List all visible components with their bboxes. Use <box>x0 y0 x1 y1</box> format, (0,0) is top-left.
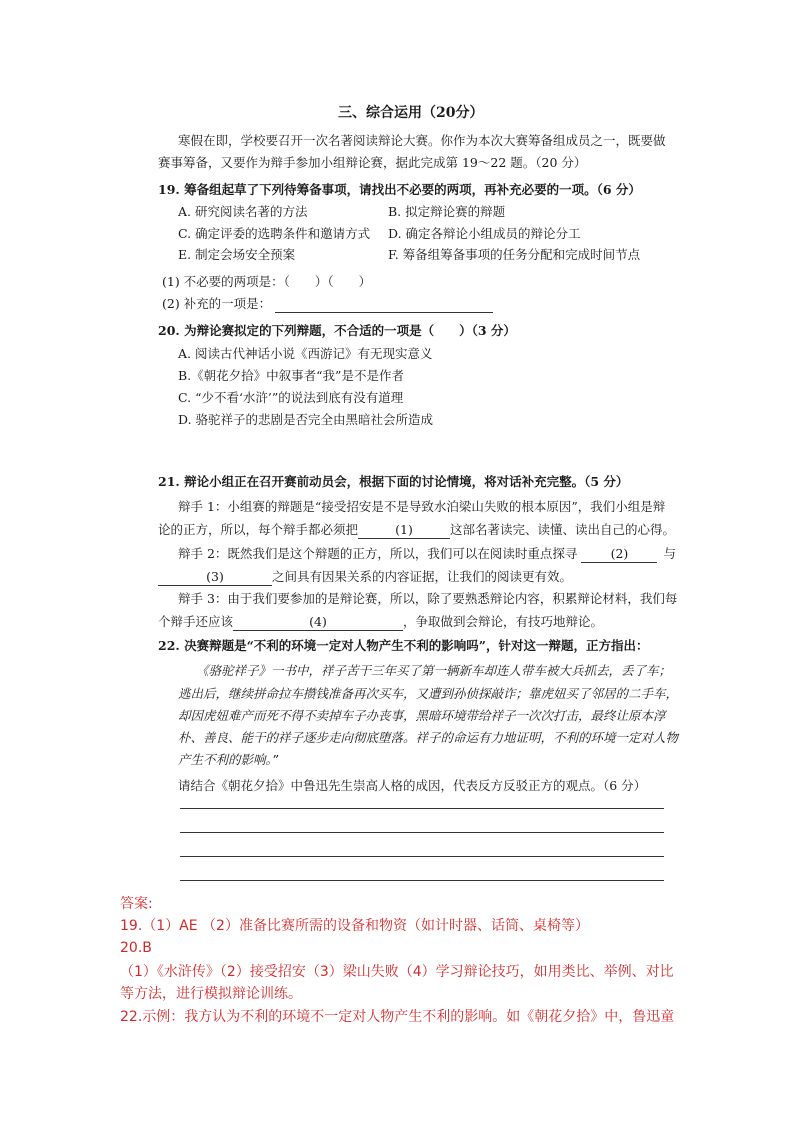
q21-debater-1-line-1: 辩手 1：小组赛的辩题是“接受招安是不是导致水泊梁山失败的根本原因”，我们小组是辩 <box>178 499 666 514</box>
q19-option-d: D. 确定各辩论小组成员的辩论分工 <box>388 226 581 241</box>
q21-blank-2[interactable]: (2) <box>581 546 657 563</box>
q19-option-c: C. 确定评委的选聘条件和邀请方式 <box>178 226 371 241</box>
answer-19: 19.（1）AE （2）准备比赛所需的设备和物资（如计时器、话筒、桌椅等） <box>120 918 589 934</box>
intro-line-1: 寒假在即，学校要召开一次名著阅读辩论大赛。你作为本次大赛筹备组成员之一，既要做 <box>178 133 666 148</box>
q21-d1-text-a: 论的正方，所以，每个辩手都必须把 <box>158 522 359 537</box>
q21-blank-4[interactable]: (4) <box>233 614 403 631</box>
q21-debater-3-line-2 <box>158 614 603 631</box>
q20-stem: 20. 为辩论赛拟定的下列辩题，不合适的一项是（ ）（3 分） <box>158 323 516 338</box>
q22-quote-line-2: 逃出后，继续拼命拉车攒钱准备再次买车，又遭到孙侦探敲诈；靠虎妞买了邻居的二手车， <box>178 686 679 701</box>
q20-option-b: B.《朝花夕拾》中叙事者“我”是不是作者 <box>178 368 404 383</box>
q22-quote-line-1: 《骆驼祥子》一书中，祥子苦干三年买了第一辆新车却连人带车被大兵抓去，丢了车； <box>196 663 672 678</box>
q19-sub-2-row <box>162 296 493 313</box>
q19-option-b: B. 拟定辩论赛的辩题 <box>388 204 506 219</box>
q20-option-a: A. 阅读古代神话小说《西游记》有无现实意义 <box>178 346 433 361</box>
q19-option-a: A. 研究阅读名著的方法 <box>178 204 308 219</box>
answer-line-4[interactable] <box>180 880 664 881</box>
q20-option-c: C. “少不看‘水浒’”的说法到底有没有道理 <box>178 390 404 405</box>
q21-blank-1[interactable]: (1) <box>358 522 450 539</box>
q21-d3-text-a: 个辩手还应该 <box>158 614 234 629</box>
answer-21-line-1: （1）《水浒传》（2）接受招安（3）梁山失败（4）学习辩论技巧，如用类比、举例、对比 <box>120 964 674 980</box>
answer-20: 20.B <box>120 940 152 956</box>
q21-debater-3-line-1: 辩手 3：由于我们要参加的是辩论赛，所以，除了要熟悉辩论内容，积累辩论材料，我们每 <box>178 591 678 606</box>
q21-stem: 21. 辩论小组正在召开赛前动员会，根据下面的讨论情境，将对话补充完整。（5 分） <box>158 474 629 489</box>
q22-stem: 22. 决赛辩题是“不利的环境一定对人物产生不利的影响吗”，针对这一辩题，正方指出： <box>158 638 649 653</box>
q19-stem: 19. 筹备组起草了下列待筹备事项，请找出不必要的两项，再补充必要的一项。（6 分） <box>158 182 641 197</box>
q22-quote-line-3: 却因虎妞难产而死不得不卖掉车子办丧事，黑暗环境带给祥子一次次打击，最终让原本淳 <box>178 708 666 723</box>
q21-debater-2-line-1 <box>178 546 676 563</box>
q21-d3-text-b: ，争取做到会辩论，有技巧地辩论。 <box>403 614 604 629</box>
q19-option-f: F. 筹备组筹备事项的任务分配和完成时间节点 <box>388 247 641 262</box>
q19-option-e: E. 制定会场安全预案 <box>178 247 296 262</box>
q21-d2-text-c: 之间具有因果关系的内容证据，让我们的阅读更有效。 <box>272 569 573 584</box>
q21-d2-text-b: 与 <box>663 546 676 561</box>
q20-option-d: D. 骆驼祥子的悲剧是否完全由黑暗社会所造成 <box>178 412 434 427</box>
q22-quote-line-5: 产生不利的影响。” <box>178 752 279 767</box>
answer-21-line-2: 等方法，进行模拟辩论训练。 <box>120 986 302 1002</box>
answer-line-2[interactable] <box>180 832 664 833</box>
q19-sub-2: (2) 补充的一项是： <box>162 296 272 311</box>
q19-answer-blank[interactable] <box>275 296 493 313</box>
answer-line-1[interactable] <box>180 808 664 809</box>
answers-label: 答案: <box>120 896 153 912</box>
q21-blank-3[interactable]: (3) <box>158 569 272 586</box>
q21-d2-text-a: 辩手 2：既然我们是这个辩题的正方，所以，我们可以在阅读时重点探寻 <box>178 546 578 561</box>
q21-debater-2-line-2 <box>158 569 572 586</box>
section-title: 三、综合运用（20分） <box>338 105 484 121</box>
intro-line-2: 赛事筹备，又要作为辩手参加小组辩论赛，据此完成第 19～22 题。（20 分） <box>158 155 587 170</box>
q21-debater-1-line-2 <box>158 522 675 539</box>
answer-22: 22.示例：我方认为不利的环境不一定对人物产生不利的影响。如《朝花夕拾》中，鲁迅童 <box>120 1009 675 1025</box>
q21-d1-text-b: 这部名著读完、读懂、读出自己的心得。 <box>450 522 676 537</box>
q22-quote-line-4: 朴、善良、能干的祥子逐步走向彻底堕落。祥子的命运有力地证明，不利的环境一定对人物 <box>178 730 679 745</box>
answer-line-3[interactable] <box>180 856 664 857</box>
q19-sub-1: (1) 不必要的两项是：（ ）（ ） <box>162 274 372 289</box>
q22-task: 请结合《朝花夕拾》中鲁迅先生崇高人格的成因，代表反方反驳正方的观点。（6 分） <box>178 778 647 793</box>
